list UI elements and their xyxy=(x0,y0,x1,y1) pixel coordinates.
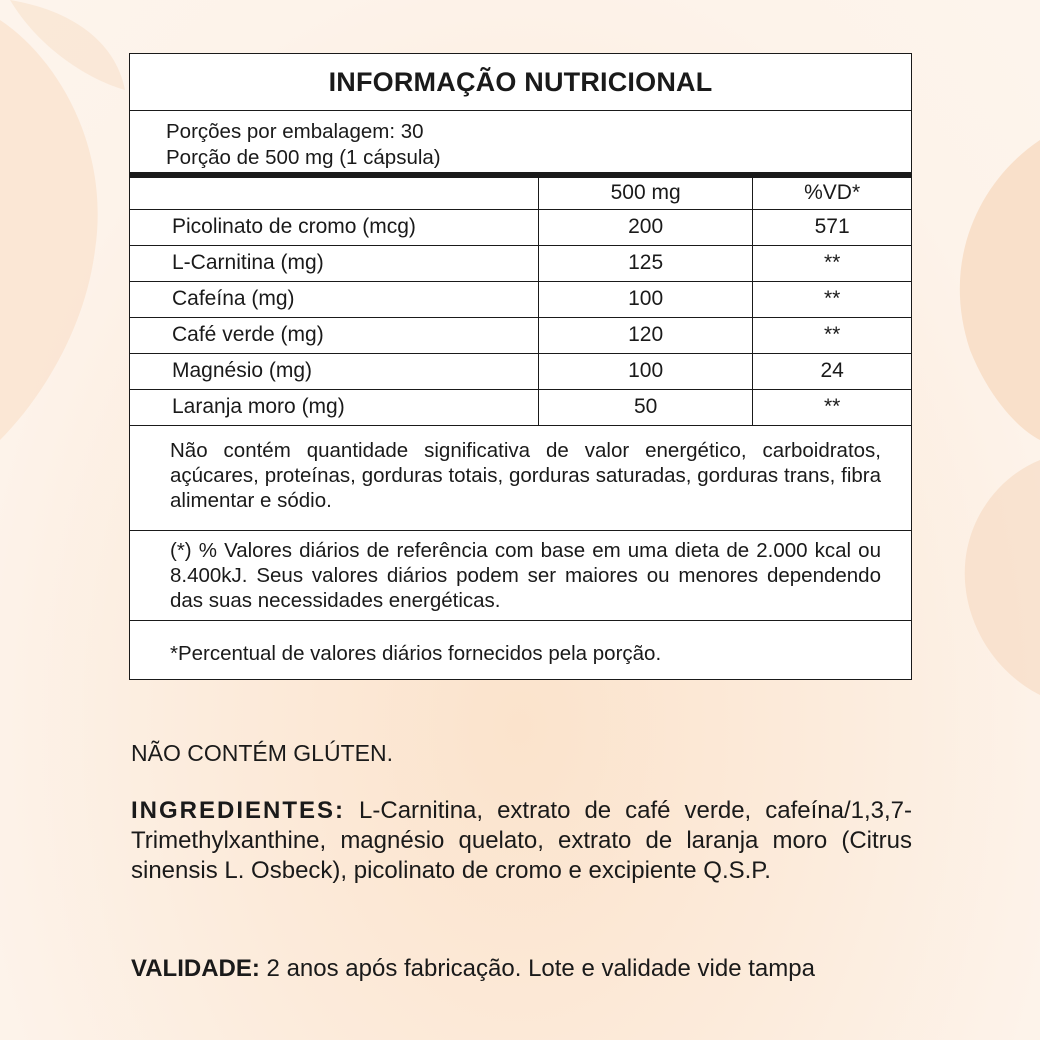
nutrient-vd: ** xyxy=(753,281,911,317)
ingredients-label: INGREDIENTES: xyxy=(131,797,346,824)
nutrient-row xyxy=(130,245,911,281)
portion-info xyxy=(130,111,911,178)
nutrient-vd: ** xyxy=(753,245,911,281)
note-percent: *Percentual de valores diários fornecidos pela porção. xyxy=(170,641,662,665)
nutrient-amount: 120 xyxy=(539,317,753,353)
header-name-cell xyxy=(130,178,539,209)
nutrient-amount: 125 xyxy=(539,245,753,281)
validity-label: VALIDADE: xyxy=(131,955,260,982)
nutrition-facts-table xyxy=(129,53,912,680)
validity-section xyxy=(131,954,912,984)
leaf-decoration-right xyxy=(910,140,1040,700)
nutrient-name: Magnésio (mg) xyxy=(130,353,539,389)
nutrient-amount: 100 xyxy=(539,353,753,389)
ingredients-section xyxy=(131,796,912,886)
nutrient-amount: 200 xyxy=(539,209,753,245)
nutrient-row xyxy=(130,209,911,245)
nutrient-name: L-Carnitina (mg) xyxy=(130,245,539,281)
header-amount: 500 mg xyxy=(539,178,753,209)
nutrient-grid xyxy=(130,178,911,426)
nutrient-amount: 50 xyxy=(539,389,753,425)
note-reference-values: (*) % Valores diários de referência com base em uma dieta de 2.000 kcal ou 8.400kJ. Seus valores diários podem ser maiores ou menores dependendo das suas necessidades energéticas. xyxy=(130,531,911,621)
nutrient-name: Cafeína (mg) xyxy=(130,281,539,317)
nutrient-vd: 24 xyxy=(753,353,911,389)
portions-per-package: Porções por embalagem: 30 xyxy=(166,120,424,143)
table-header-row xyxy=(130,178,911,209)
ingredients-text: L-Carnitina, extrato de café verde, cafeína/1,3,7-Trimethylxanthine, magnésio quelato, extrato de laranja moro (Citrus sinensis L. Osbeck), picolinato de cromo e excipiente Q.S.P. xyxy=(131,797,912,884)
nutrient-row xyxy=(130,389,911,425)
nutrient-vd: 571 xyxy=(753,209,911,245)
nutrient-row xyxy=(130,353,911,389)
nutrient-row xyxy=(130,281,911,317)
nutrient-vd: ** xyxy=(753,317,911,353)
table-title: INFORMAÇÃO NUTRICIONAL xyxy=(130,54,911,111)
portion-size: Porção de 500 mg (1 cápsula) xyxy=(166,146,441,169)
nutrient-name: Café verde (mg) xyxy=(130,317,539,353)
validity-text: 2 anos após fabricação. Lote e validade vide tampa xyxy=(259,955,815,982)
leaf-decoration-left xyxy=(0,0,140,460)
header-vd: %VD* xyxy=(753,178,911,209)
nutrient-name: Laranja moro (mg) xyxy=(130,389,539,425)
nutrient-name: Picolinato de cromo (mcg) xyxy=(130,209,539,245)
nutrient-vd: ** xyxy=(753,389,911,425)
gluten-statement: NÃO CONTÉM GLÚTEN. xyxy=(131,740,393,766)
nutrient-amount: 100 xyxy=(539,281,753,317)
nutrient-row xyxy=(130,317,911,353)
note-not-significant: Não contém quantidade significativa de valor energético, carboidratos, açúcares, proteínas, gorduras totais, gorduras saturadas, gorduras trans, fibra alimentar e sódio. xyxy=(130,426,911,531)
